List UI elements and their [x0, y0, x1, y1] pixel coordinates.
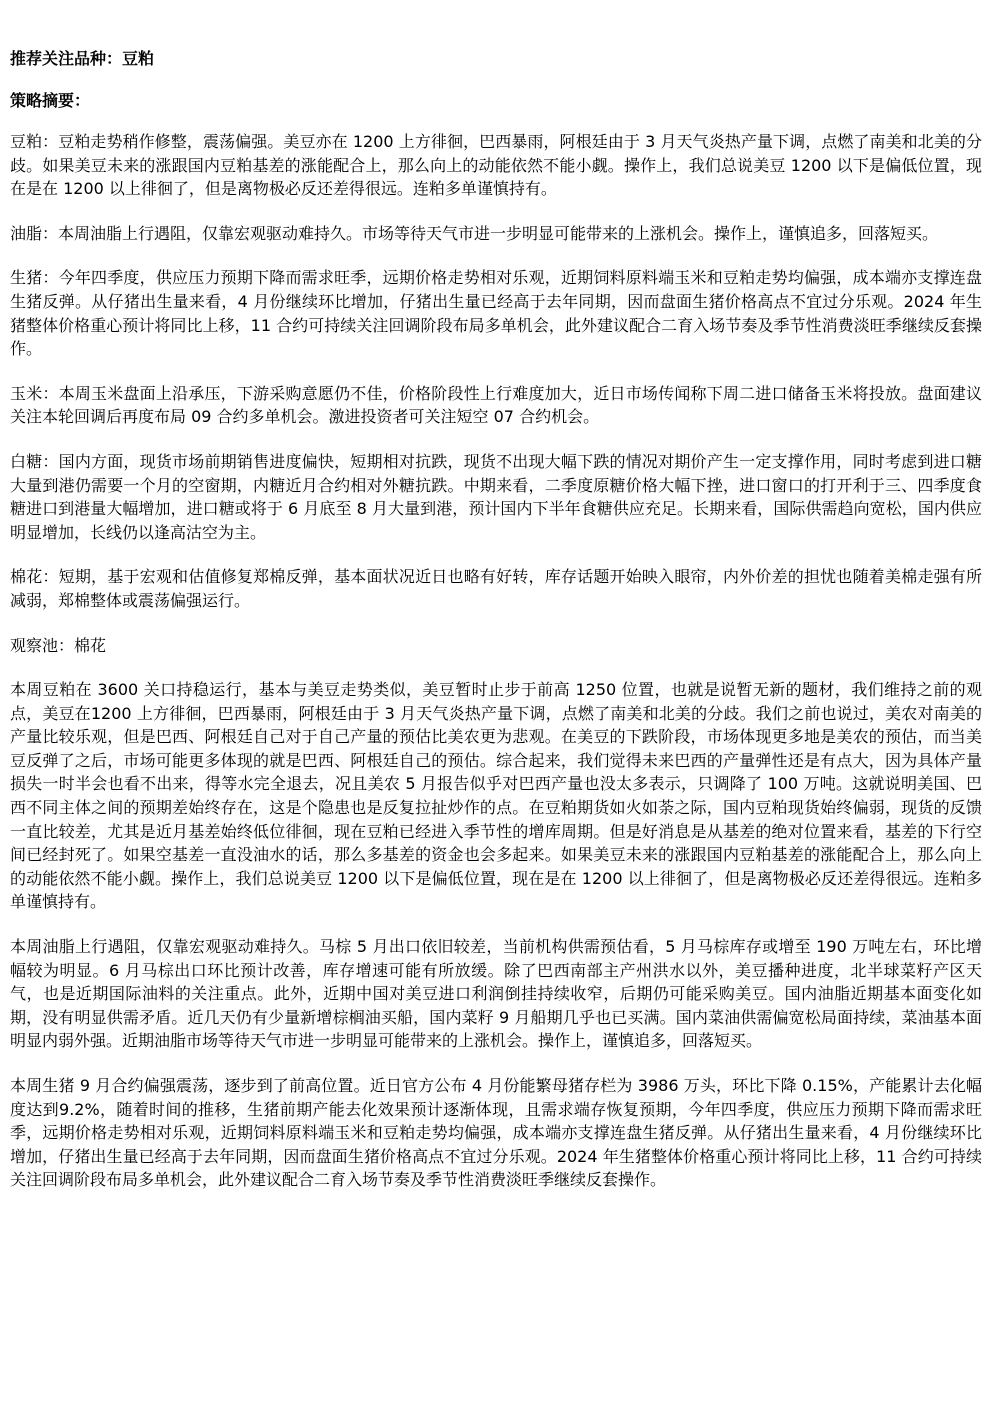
summary-heading: 策略摘要：: [10, 91, 91, 110]
summary-soymeal: 豆粕：豆粕走势稍作修整，震荡偏强。美豆亦在 1200 上方徘徊，巴西暴雨，阿根廷由于 3 月天气炎热产量下调，点燃了南美和北美的分歧。如果美豆未来的涨跟国内豆粕基差的涨能配合上，那么向上的动能依然不能小觑。操作上，我们总说美豆 1200 以下是偏低位置，现在是在 1200 以上徘徊了，但是离物极必反还差得很远。连粕多单谨慎持有。: [10, 132, 982, 199]
summary-hogs: 生猪：今年四季度，供应压力预期下降而需求旺季，远期价格走势相对乐观，近期饲料原料端玉米和豆粕走势均偏强，成本端亦支撑连盘生猪反弹。从仔猪出生量来看，4 月份继续环比增加，仔猪出生量已经高于去年同期，因而盘面生猪价格高点不宜过分乐观。2024 年生猪整体价格重心预计将同比上移，11 合约可持续关注回调阶段布局多单机会，此外建议配合二育入场节奏及季节性消费淡旺季继续反套操作。: [10, 268, 982, 359]
summary-corn: 玉米：本周玉米盘面上沿承压，下游采购意愿仍不佳，价格阶段性上行难度加大，近日市场传闻称下周二进口储备玉米将投放。盘面建议关注本轮回调后再度布局 09 合约多单机会。激进投资者可关注短空 07 合约机会。: [10, 383, 982, 427]
watch-pool: 观察池：棉花: [10, 635, 107, 655]
summary-sugar: 白糖：国内方面，现货市场前期销售进度偏快，短期相对抗跌，现货不出现大幅下跌的情况对期价产生一定支撑作用，同时考虑到进口糖大量到港仍需要一个月的空窗期，内糖近月合约相对外糖抗跌。中期来看，二季度原糖价格大幅下挫，进口窗口的打开利于三、四季度食糖进口到港量大幅增加，进口糖或将于 6 月底至 8 月大量到港，预计国内下半年食糖供应充足。长期来看，国际供需趋向宽松，国内供应明显增加，长线仍以逢高沽空为主。: [10, 451, 982, 542]
body-oils: 本周油脂上行遇阻，仅靠宏观驱动难持久。马棕 5 月出口依旧较差，当前机构供需预估看，5 月马棕库存或增至 190 万吨左右，环比增幅较为明显。6 月马棕出口环比预计改善，库存增速可能有所放缓。除了巴西南部主产州洪水以外，美豆播种进度，北半球菜籽产区天气，也是近期国际油料的关注重点。此外，近期中国对美豆进口利润倒挂持续收窄，后期仍可能采购美豆。国内油脂近期基本面变化如期，没有明显供需矛盾。近几天仍有少量新增棕榈油买船，国内菜籽 9 月船期几乎也已买满。国内菜油供需偏宽松局面持续，菜油基本面明显内弱外强。近期油脂市场等待天气市进一步明显可能带来的上涨机会。操作上，谨慎追多，回落短买。: [10, 937, 982, 1051]
summary-section: [10, 130, 982, 613]
summary-oils: 油脂：本周油脂上行遇阻，仅靠宏观驱动难持久。市场等待天气市进一步明显可能带来的上涨机会。操作上，谨慎追多，回落短买。: [10, 223, 939, 243]
document-page: [10, 46, 982, 1213]
body-section: [10, 678, 982, 1192]
body-hogs: 本周生猪 9 月合约偏强震荡，逐步到了前高位置。近日官方公布 4 月份能繁母猪存栏为 3986 万头，环比下降 0.15%，产能累计去化幅度达到9.2%，随着时间的推移，生猪前期产能去化效果预计逐渐体现，且需求端存恢复预期，今年四季度，供应压力预期下降而需求旺季，远期价格走势相对乐观，近期饲料原料端玉米和豆粕走势均偏强，成本端亦支撑连盘生猪反弹。从仔猪出生量来看，4 月份继续环比增加，仔猪出生量已经高于去年同期，因而盘面生猪价格高点不宜过分乐观。2024 年生猪整体价格重心预计将同比上移，11 合约可持续关注回调阶段布局多单机会，此外建议配合二育入场节奏及季节性消费淡旺季继续反套操作。: [10, 1076, 982, 1190]
document-title: 推荐关注品种：豆粕: [10, 49, 155, 68]
body-soymeal: 本周豆粕在 3600 关口持稳运行，基本与美豆走势类似，美豆暂时止步于前高 1250 位置，也就是说暂无新的题材，我们维持之前的观点，美豆在1200 上方徘徊，巴西暴雨，阿根廷由于 3 月天气炎热产量下调，点燃了南美和北美的分歧。我们之前也说过，美农对南美的产量比较乐观，但是巴西、阿根廷自己对于自己产量的预估比美农更为悲观。在美豆的下跌阶段，市场体现更多地是美农的预估，而当美豆反弹了之后，市场可能更多体现的就是巴西、阿根廷自己的预估。综合起来，我们觉得未来巴西的产量弹性还是有点大，因为具体产量损失一时半会也看不出来，得等水完全退去，况且美农 5 月报告似乎对巴西产量也没太多表示，只调降了 100 万吨。这就说明美国、巴西不同主体之间的预期差始终存在，这是个隐患也是反复拉扯炒作的点。在豆粕期货如火如荼之际，国内豆粕现货始终偏弱，现货的反馈一直比较差，尤其是近月基差始终低位徘徊，现在豆粕已经进入季节性的增库周期。但是好消息是从基差的绝对位置来看，基差的下行空间已经封死了。如果空基差一直没油水的话，那么多基差的资金也会多起来。如果美豆未来的涨跟国内豆粕基差的涨能配合上，那么向上的动能依然不能小觑。操作上，我们总说美豆 1200 以下是偏低位置，现在是在 1200 以上徘徊了，但是离物极必反还差得很远。连粕多单谨慎持有。: [10, 680, 982, 912]
summary-cotton: 棉花：短期，基于宏观和估值修复郑棉反弹，基本面状况近日也略有好转，库存话题开始映入眼帘，内外价差的担忧也随着美棉走强有所减弱，郑棉整体或震荡偏强运行。: [10, 567, 982, 610]
